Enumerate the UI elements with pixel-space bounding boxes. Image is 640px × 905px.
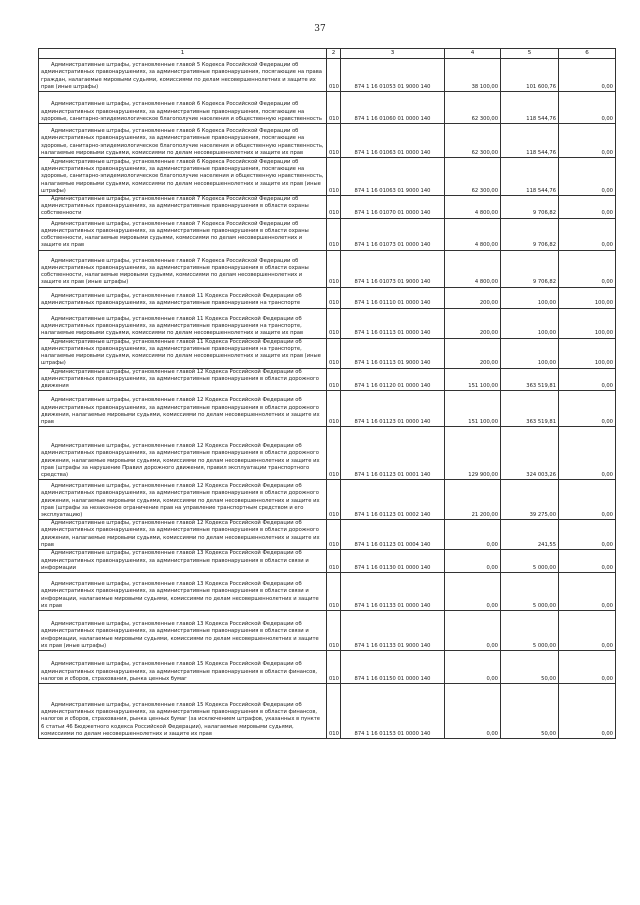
row-line-code: 010 [327,92,341,124]
row-line-code: 010 [327,611,341,651]
row-budget-classification-code: 874 1 16 01133 01 9000 140 [341,611,445,651]
row-value-col6: 0,00 [559,520,616,550]
row-budget-classification-code: 874 1 16 01113 01 0000 140 [341,308,445,338]
row-budget-classification-code: 874 1 16 01123 01 0000 140 [341,391,445,427]
row-value-col6: 0,00 [559,391,616,427]
row-description [39,308,327,338]
row-value-col4: 0,00 [445,573,501,611]
row-value-col5: 363 519,81 [501,368,559,391]
row-line-code: 010 [327,338,341,368]
row-description [39,520,327,550]
row-description-text: Административные штрафы, установленные главой 6 Кодекса Российской Федерации об административных правонарушениях, за административные правонарушения, посягающие на здоровье, санитарно-эпидемиологическое благополучие населения и общественную нравственность, налагаемые мировыми судьями, комиссиями по делам несовершеннолетних и защите их прав (иные штрафы) [41,158,324,194]
row-value-col6: 0,00 [559,368,616,391]
row-value-col4: 151 100,00 [445,391,501,427]
row-value-col4: 0,00 [445,520,501,550]
row-value-col4: 200,00 [445,308,501,338]
row-value-col4: 0,00 [445,651,501,684]
row-value-col6: 0,00 [559,651,616,684]
row-value-col5: 5 000,00 [501,611,559,651]
row-value-col6: 0,00 [559,124,616,158]
row-value-col6: 0,00 [559,573,616,611]
row-description-text: Административные штрафы, установленные главой 5 Кодекса Российской Федерации об административных правонарушениях, за административные правонарушения, посягающие на права граждан, налагаемые мировыми судьями, комиссиями по делам несовершеннолетних и защите их прав (иные штрафы) [41,62,322,90]
row-line-code: 010 [327,573,341,611]
table-row [39,124,616,158]
row-value-col6: 0,00 [559,158,616,196]
row-budget-classification-code: 874 1 16 01063 01 0000 140 [341,124,445,158]
row-description [39,573,327,611]
row-value-col5: 5 000,00 [501,573,559,611]
row-budget-classification-code: 874 1 16 01063 01 9000 140 [341,158,445,196]
row-description [39,59,327,92]
table-row [39,308,616,338]
row-description-text: Административные штрафы, установленные главой 7 Кодекса Российской Федерации об административных правонарушениях, за административные правонарушения в области охраны собственности [41,196,309,217]
row-description-text: Административные штрафы, установленные главой 12 Кодекса Российской Федерации об административных правонарушениях, за административные правонарушения в области дорожного движения [41,368,319,390]
table-row [39,611,616,651]
row-budget-classification-code: 874 1 16 01150 01 0000 140 [341,651,445,684]
row-description [39,391,327,427]
row-description [39,92,327,124]
page-number: 37 [314,24,326,34]
table-row [39,338,616,368]
table-row [39,158,616,196]
table-row [39,92,616,124]
row-budget-classification-code: 874 1 16 01123 01 0004 140 [341,520,445,550]
row-value-col4: 62 300,00 [445,158,501,196]
row-value-col5: 241,55 [501,520,559,550]
row-budget-classification-code: 874 1 16 01073 01 0000 140 [341,218,445,250]
row-description [39,124,327,158]
table-row [39,480,616,520]
row-budget-classification-code: 874 1 16 01123 01 0001 140 [341,427,445,480]
row-value-col5: 363 519,81 [501,391,559,427]
row-description [39,427,327,480]
row-line-code: 010 [327,218,341,250]
row-value-col4: 0,00 [445,550,501,573]
row-value-col5: 100,00 [501,308,559,338]
row-value-col6: 0,00 [559,427,616,480]
row-value-col5: 9 706,82 [501,218,559,250]
row-budget-classification-code: 874 1 16 01110 01 0000 140 [341,287,445,308]
row-description-text: Административные штрафы, установленные главой 12 Кодекса Российской Федерации об административных правонарушениях, за административные правонарушения в области дорожного движения, налагаемые мировыми судьями, комиссиями по делам несовершеннолетних и защите их прав [41,520,320,548]
row-description-text: Административные штрафы, установленные главой 6 Кодекса Российской Федерации об административных правонарушениях, за административные правонарушения, посягающие на здоровье, санитарно-эпидемиологическое благополучие населения и общественную нравственность, налагаемые мировыми судьями, комиссиями по делам несовершеннолетних и защите их прав [41,128,324,156]
table-row [39,427,616,480]
row-value-col5: 324 003,26 [501,427,559,480]
row-description-text: Административные штрафы, установленные главой 15 Кодекса Российской Федерации об административных правонарушениях, за административные правонарушения в области финансов, налогов и сборов, страхования, рынка ценных бумаг [41,661,318,682]
table-row [39,684,616,739]
row-line-code: 010 [327,427,341,480]
row-budget-classification-code: 874 1 16 01060 01 0000 140 [341,92,445,124]
row-value-col6: 100,00 [559,338,616,368]
row-value-col5: 5 000,00 [501,550,559,573]
row-value-col6: 100,00 [559,308,616,338]
row-budget-classification-code: 874 1 16 01123 01 0002 140 [341,480,445,520]
table-row [39,391,616,427]
row-value-col4: 151 100,00 [445,368,501,391]
row-budget-classification-code: 874 1 16 01120 01 0000 140 [341,368,445,391]
column-header-5: 5 [501,49,559,59]
row-value-col5: 118 544,76 [501,92,559,124]
row-value-col4: 4 800,00 [445,196,501,219]
row-value-col5: 39 275,00 [501,480,559,520]
row-value-col6: 0,00 [559,250,616,287]
table-row [39,520,616,550]
row-line-code: 010 [327,368,341,391]
row-budget-classification-code: 874 1 16 01070 01 0000 140 [341,196,445,219]
row-description [39,196,327,219]
row-description-text: Административные штрафы, установленные главой 11 Кодекса Российской Федерации об административных правонарушениях, за административные правонарушения на транспорте [41,293,302,307]
row-value-col4: 200,00 [445,287,501,308]
row-budget-classification-code: 874 1 16 01130 01 0000 140 [341,550,445,573]
row-line-code: 010 [327,480,341,520]
row-description-text: Административные штрафы, установленные главой 7 Кодекса Российской Федерации об административных правонарушениях, за административные правонарушения в области охраны собственности, налагаемые мировыми судьями, комиссиями по делам несовершеннолетних и защите их прав (иные штрафы) [41,257,309,286]
row-line-code: 010 [327,250,341,287]
table-row [39,218,616,250]
row-description-text: Административные штрафы, установленные главой 12 Кодекса Российской Федерации об административных правонарушениях, за административные правонарушения в области дорожного движения, налагаемые мировыми судьями, комиссиями по делам несовершеннолетних и защите их прав [41,397,320,426]
row-description-text: Административные штрафы, установленные главой 12 Кодекса Российской Федерации об административных правонарушениях, за административные правонарушения в области дорожного движения, налагаемые мировыми судьями, комиссиями по делам несовершеннолетних и защите их прав (штрафы за незаконное ограничение прав на управление транспортным средством и его эксплуатацию) [41,483,320,519]
row-description-text: Административные штрафы, установленные главой 11 Кодекса Российской Федерации об административных правонарушениях, за административные правонарушения на транспорте, налагаемые мировыми судьями, комиссиями по делам несовершеннолетних и защите их прав [41,316,304,337]
row-description-text: Административные штрафы, установленные главой 6 Кодекса Российской Федерации об административных правонарушениях, за административные правонарушения, посягающие на здоровье, санитарно-эпидемиологическое благополучие населения и общественную нравственность [41,101,322,122]
row-value-col4: 4 800,00 [445,218,501,250]
row-line-code: 010 [327,391,341,427]
row-description-text: Административные штрафы, установленные главой 13 Кодекса Российской Федерации об административных правонарушениях, за административные правонарушения в области связи и информации [41,550,309,571]
row-value-col6: 100,00 [559,287,616,308]
row-description-text: Административные штрафы, установленные главой 13 Кодекса Российской Федерации об административных правонарушениях, за административные правонарушения в области связи и информации, налагаемые мировыми судьями, комиссиями по делам несовершеннолетних и защите их прав [41,581,319,609]
row-description [39,611,327,651]
row-budget-classification-code: 874 1 16 01053 01 9000 140 [341,59,445,92]
column-number-header-row [39,49,616,59]
column-header-3: 3 [341,49,445,59]
row-line-code: 010 [327,550,341,573]
row-value-col5: 118 544,76 [501,158,559,196]
row-value-col6: 0,00 [559,59,616,92]
row-description [39,684,327,739]
table-row [39,651,616,684]
row-value-col5: 9 706,82 [501,196,559,219]
row-value-col4: 62 300,00 [445,92,501,124]
row-line-code: 010 [327,158,341,196]
row-value-col6: 0,00 [559,480,616,520]
row-description-text: Административные штрафы, установленные главой 12 Кодекса Российской Федерации об административных правонарушениях, за административные правонарушения в области дорожного движения, налагаемые мировыми судьями, комиссиями по делам несовершеннолетних и защите их прав (штрафы за нарушение Правил дорожного движения, правил эксплуатации транспортного средства) [41,443,320,479]
row-value-col6: 0,00 [559,684,616,739]
column-header-4: 4 [445,49,501,59]
row-value-col5: 9 706,82 [501,250,559,287]
table-row [39,550,616,573]
row-value-col4: 129 900,00 [445,427,501,480]
column-header-6: 6 [559,49,616,59]
row-value-col4: 0,00 [445,684,501,739]
row-value-col5: 101 600,76 [501,59,559,92]
row-value-col4: 38 100,00 [445,59,501,92]
row-description-text: Административные штрафы, установленные главой 11 Кодекса Российской Федерации об административных правонарушениях, за административные правонарушения на транспорте, налагаемые мировыми судьями, комиссиями по делам несовершеннолетних и защите их прав (иные штрафы) [41,338,321,367]
row-value-col4: 0,00 [445,611,501,651]
column-header-1: 1 [39,49,327,59]
row-description [39,287,327,308]
row-line-code: 010 [327,287,341,308]
row-description [39,218,327,250]
row-value-col4: 4 800,00 [445,250,501,287]
row-value-col6: 0,00 [559,550,616,573]
row-description [39,480,327,520]
row-value-col4: 21 200,00 [445,480,501,520]
row-description [39,651,327,684]
row-value-col6: 0,00 [559,196,616,219]
row-description [39,338,327,368]
row-description-text: Административные штрафы, установленные главой 7 Кодекса Российской Федерации об административных правонарушениях, за административные правонарушения в области охраны собственности, налагаемые мировыми судьями, комиссиями по делам несовершеннолетних и защите их прав [41,220,309,249]
column-header-2: 2 [327,49,341,59]
row-line-code: 010 [327,124,341,158]
row-description [39,550,327,573]
row-value-col5: 50,00 [501,651,559,684]
row-description [39,368,327,391]
row-value-col5: 50,00 [501,684,559,739]
row-value-col4: 62 300,00 [445,124,501,158]
row-budget-classification-code: 874 1 16 01073 01 9000 140 [341,250,445,287]
row-budget-classification-code: 874 1 16 01113 01 9000 140 [341,338,445,368]
row-line-code: 010 [327,520,341,550]
row-line-code: 010 [327,196,341,219]
row-description [39,158,327,196]
row-description [39,250,327,287]
row-line-code: 010 [327,651,341,684]
row-line-code: 010 [327,684,341,739]
report-table [38,48,616,739]
row-budget-classification-code: 874 1 16 01133 01 0000 140 [341,573,445,611]
row-budget-classification-code: 874 1 16 01153 01 0000 140 [341,684,445,739]
row-value-col6: 0,00 [559,92,616,124]
table-row [39,59,616,92]
row-line-code: 010 [327,308,341,338]
table-row [39,287,616,308]
table-row [39,250,616,287]
row-description-text: Административные штрафы, установленные главой 13 Кодекса Российской Федерации об административных правонарушениях, за административные правонарушения в области связи и информации, налагаемые мировыми судьями, комиссиями по делам несовершеннолетних и защите их прав (иные штрафы) [41,621,319,649]
row-value-col5: 100,00 [501,338,559,368]
row-value-col4: 200,00 [445,338,501,368]
row-value-col6: 0,00 [559,611,616,651]
table-row [39,196,616,219]
row-value-col6: 0,00 [559,218,616,250]
row-line-code: 010 [327,59,341,92]
row-value-col5: 100,00 [501,287,559,308]
report-table-body [39,49,616,739]
row-value-col5: 118 544,76 [501,124,559,158]
row-description-text: Административные штрафы, установленные главой 15 Кодекса Российской Федерации об административных правонарушениях, за административные правонарушения в области финансов, налогов и сборов, страхования, рынка ценных бумаг (за исключением штрафов, указанных в пункте 6 статьи 46 Бюджетного кодекса Российской Федерации), налагаемые мировыми судьями, комиссиями по делам несовершеннолетних и защите их прав [41,702,320,737]
table-row [39,573,616,611]
table-row [39,368,616,391]
